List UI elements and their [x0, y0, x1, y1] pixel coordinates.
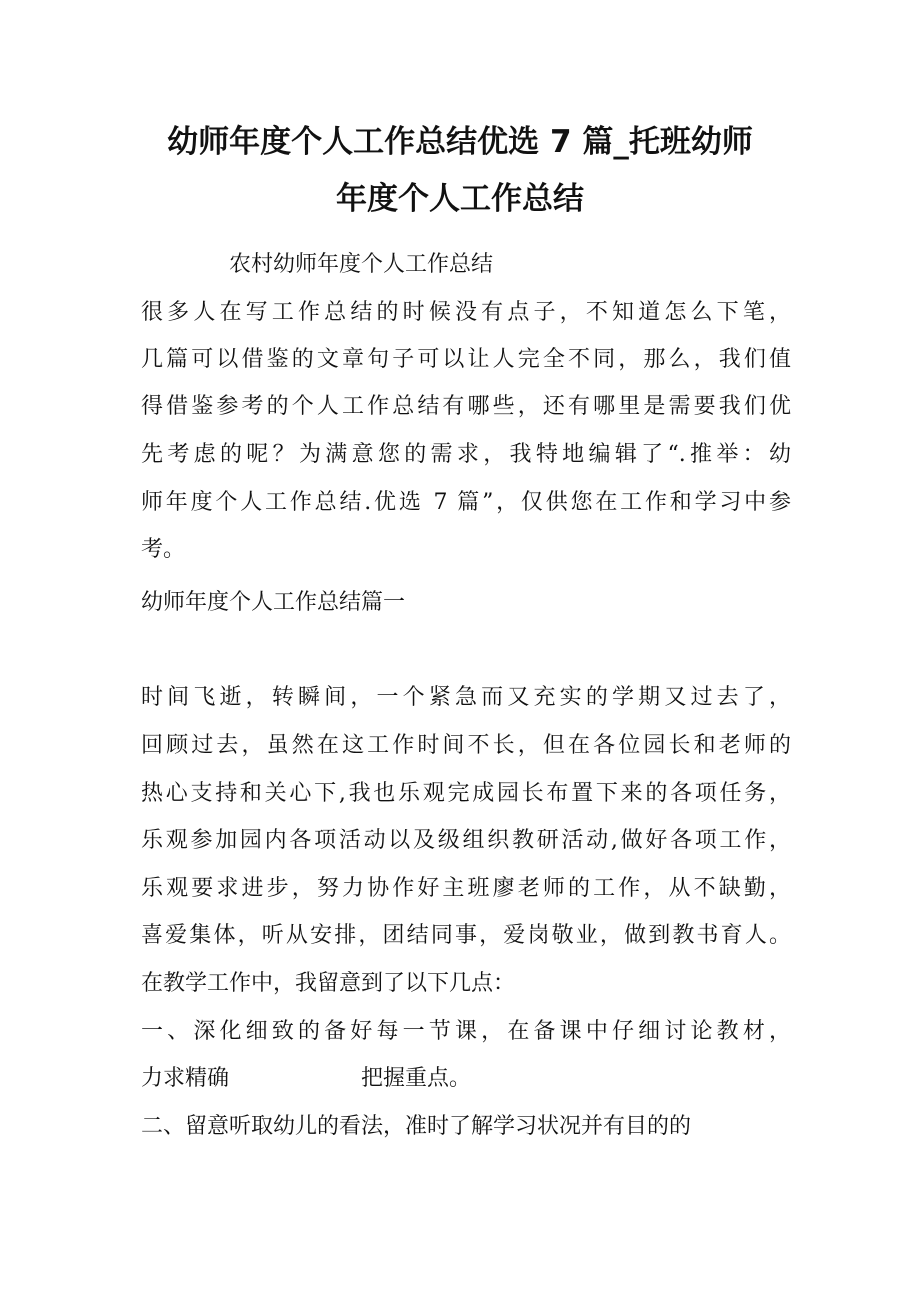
body-line-10: 二、留意听取幼儿的看法，准时了解学习状况并有目的的 [141, 1114, 692, 1139]
body-line-8: 一、深化细致的备好每一节课，在备课中仔细讨论教材， [141, 1019, 791, 1044]
intro-line-6: 考。 [141, 537, 186, 562]
body-line-6: 喜爱集体，听从安排，团结同事，爱岗敬业，做到教书育人。 [141, 923, 791, 948]
intro-line-4: 先考虑的呢？为满意您的需求，我特地编辑了“.推举：幼 [141, 442, 791, 467]
intro-line-3: 得借鉴参考的个人工作总结有哪些，还有哪里是需要我们优 [141, 394, 791, 419]
document-title-line-1: 幼师年度个人工作总结优选 7 篇_托班幼师 [167, 124, 753, 160]
document-subtitle: 农村幼师年度个人工作总结 [229, 252, 494, 277]
body-line-2: 回顾过去，虽然在这工作时间不长，但在各位园长和老师的 [141, 733, 791, 758]
body-line-9-right: 把握重点。 [361, 1066, 472, 1091]
intro-line-5: 师年度个人工作总结.优选 7 篇”，仅供您在工作和学习中参 [141, 490, 791, 515]
section-heading-1: 幼师年度个人工作总结篇一 [141, 590, 406, 615]
body-line-7: 在教学工作中，我留意到了以下几点： [141, 971, 516, 996]
body-line-5: 乐观要求进步，努力协作好主班廖老师的工作，从不缺勤， [141, 876, 791, 901]
body-line-1: 时间飞逝，转瞬间，一个紧急而又充实的学期又过去了， [141, 685, 791, 710]
body-line-9-left: 力求精确 [141, 1066, 230, 1091]
body-line-9 [141, 1064, 471, 1094]
intro-line-2: 几篇可以借鉴的文章句子可以让人完全不同，那么，我们值 [141, 347, 791, 372]
document-title-line-2: 年度个人工作总结 [336, 181, 584, 217]
body-line-3: 热心支持和关心下,我也乐观完成园长布置下来的各项任务， [141, 781, 791, 806]
body-line-4: 乐观参加园内各项活动以及级组织教研活动,做好各项工作， [141, 828, 791, 853]
intro-line-1: 很多人在写工作总结的时候没有点子，不知道怎么下笔， [141, 300, 791, 325]
